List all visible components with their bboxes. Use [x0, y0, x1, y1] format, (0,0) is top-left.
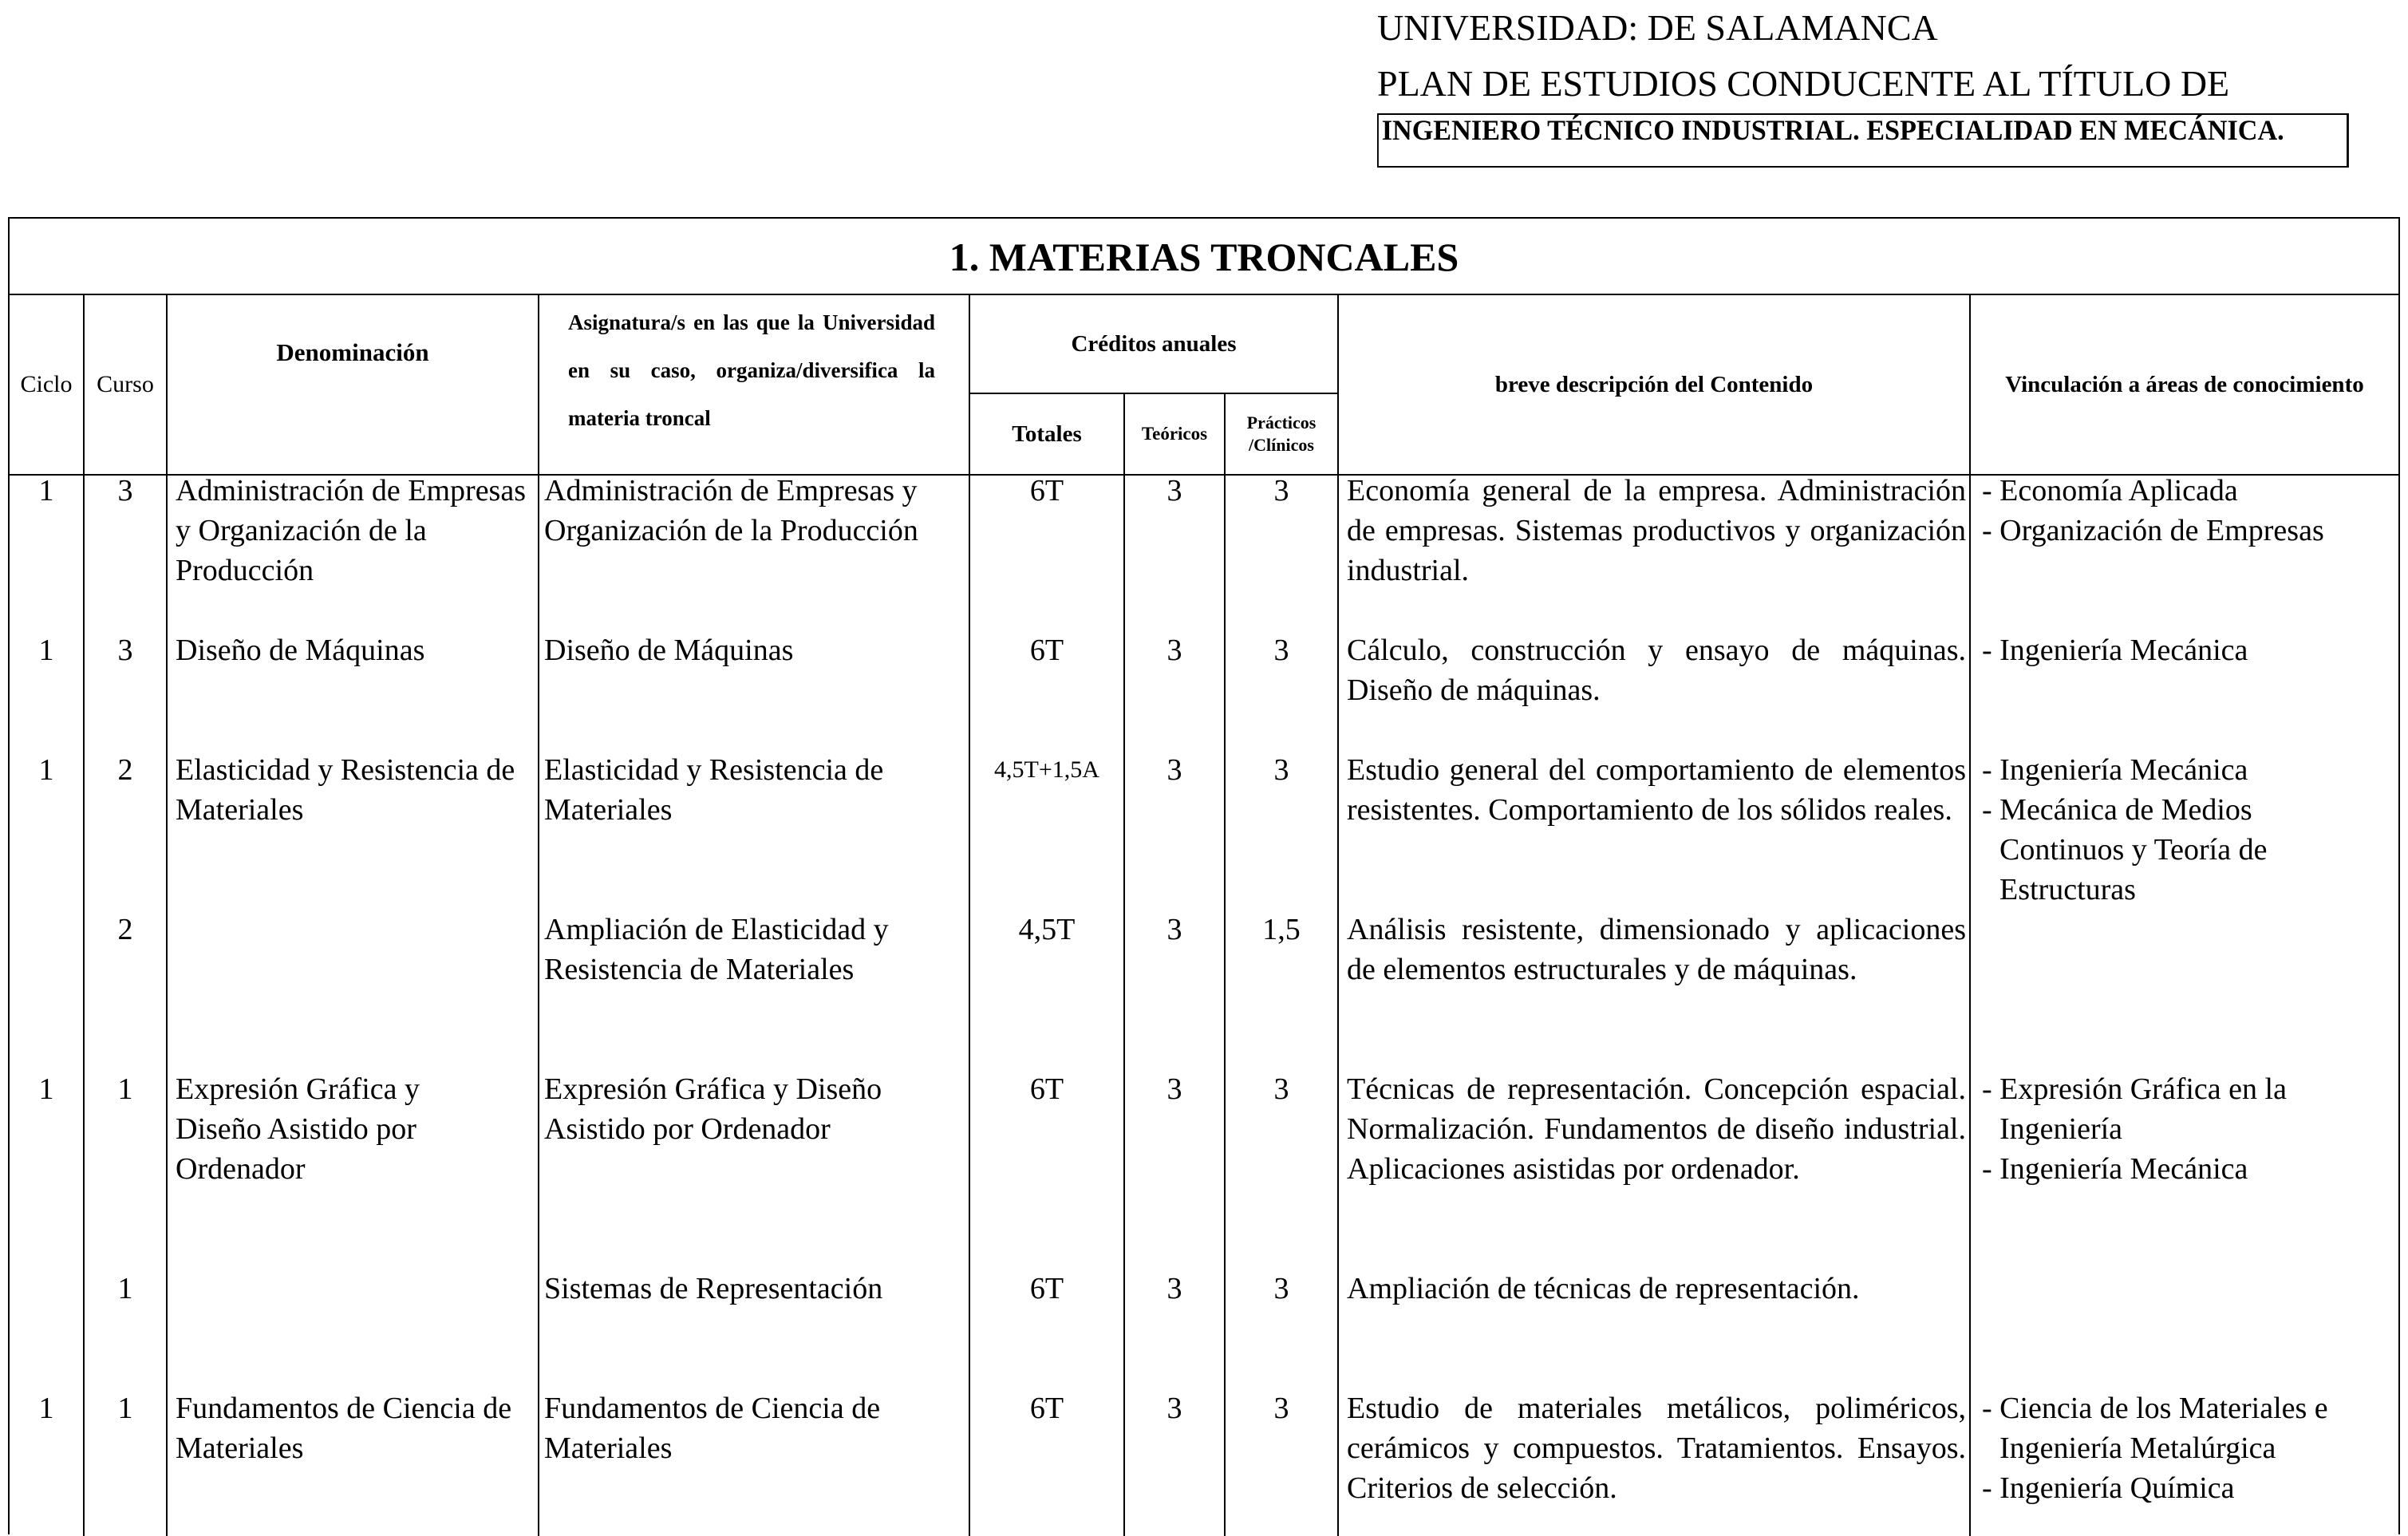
- cell-totales: 6T: [1029, 1072, 1064, 1106]
- section-title: 1. MATERIAS TRONCALES: [10, 219, 2398, 295]
- col-header-curso: Curso: [97, 371, 154, 397]
- cell-asignatura: Administración de Empresas y Organización de la Producción: [544, 474, 918, 547]
- cell-totales: 6T: [1029, 1392, 1064, 1425]
- cell-descripcion: Cálculo, construcción y ensayo de máquinas. Diseño de máquinas.: [1347, 634, 1966, 707]
- cell-teoricos: 3: [1166, 1392, 1182, 1425]
- col-header-denominacion: Denominación: [276, 338, 429, 366]
- area-item: - Ingeniería Mecánica: [1982, 634, 2248, 667]
- cell-asignatura: Diseño de Máquinas: [544, 634, 794, 667]
- cell-descripcion: Economía general de la empresa. Administración de empresas. Sistemas productivos y organización industrial.: [1347, 474, 1966, 587]
- cell-teoricos: 3: [1166, 474, 1182, 507]
- cell-denominacion: Expresión Gráfica y Diseño Asistido por Ordenador: [176, 1072, 420, 1186]
- area-item: - Organización de Empresas: [1982, 514, 2324, 547]
- cell-curso: 3: [117, 474, 133, 507]
- cell-areas: [1977, 1069, 2395, 1189]
- cell-areas: [1977, 1388, 2395, 1508]
- cell-teoricos: 3: [1166, 1072, 1182, 1106]
- col-header-creditos: Créditos anuales: [1071, 330, 1237, 357]
- cell-ciclo: 1: [38, 474, 54, 507]
- cell-totales: 4,5T: [1018, 913, 1076, 946]
- materias-troncales-table: [8, 217, 2400, 1534]
- cell-descripcion: Ampliación de técnicas de representación.: [1347, 1272, 1860, 1305]
- cell-practicos: 3: [1273, 474, 1289, 507]
- cell-denominacion: Elasticidad y Resistencia de Materiales: [176, 753, 515, 827]
- cell-asignatura: Expresión Gráfica y Diseño Asistido por Ordenador: [544, 1072, 882, 1146]
- area-item: - Expresión Gráfica en la Ingeniería: [1982, 1072, 2287, 1146]
- cell-practicos: 3: [1273, 634, 1289, 667]
- cell-denominacion: Diseño de Máquinas: [176, 634, 425, 667]
- col-header-practicos: Prácticos /Clínicos: [1246, 413, 1317, 455]
- cell-practicos: 3: [1273, 1272, 1289, 1305]
- area-item: - Economía Aplicada: [1982, 474, 2238, 507]
- cell-curso: 1: [117, 1072, 133, 1106]
- col-divider: [166, 295, 168, 1536]
- cell-asignatura: Ampliación de Elasticidad y Resistencia de Materiales: [544, 913, 889, 986]
- cell-totales: 6T: [1029, 1272, 1064, 1305]
- degree-title-box: INGENIERO TÉCNICO INDUSTRIAL. ESPECIALIDAD EN MECÁNICA.: [1377, 113, 2349, 168]
- university-line: UNIVERSIDAD: DE SALAMANCA: [1377, 7, 1938, 48]
- cell-teoricos: 3: [1166, 1272, 1182, 1305]
- document-header: [1377, 0, 2400, 168]
- cell-areas: [1977, 471, 2395, 551]
- cell-teoricos: 3: [1166, 634, 1182, 667]
- cell-curso: 1: [117, 1392, 133, 1425]
- cell-descripcion: Estudio de materiales metálicos, poliméricos, cerámicos y compuestos. Tratamientos. Ensayos. Criterios de selección.: [1347, 1392, 1966, 1505]
- cell-descripcion: Análisis resistente, dimensionado y aplicaciones de elementos estructurales y de máquinas.: [1347, 913, 1966, 986]
- col-header-vinculacion: Vinculación a áreas de conocimiento: [2005, 371, 2364, 397]
- cell-areas: [1977, 750, 2395, 910]
- cell-practicos: 3: [1273, 1392, 1289, 1425]
- cell-ciclo: 1: [38, 634, 54, 667]
- area-item: - Ingeniería Mecánica: [1982, 1152, 2248, 1186]
- cell-curso: 2: [117, 753, 133, 787]
- cell-teoricos: 3: [1166, 753, 1182, 787]
- col-divider: [1337, 295, 1339, 1536]
- col-header-asignatura: Asignatura/s en las que la Universidad en su caso, organiza/diversifica la materia troncal: [568, 310, 935, 430]
- col-divider: [538, 295, 539, 1536]
- col-divider: [1969, 295, 1971, 1536]
- cell-ciclo: 1: [38, 1392, 54, 1425]
- cell-practicos: 3: [1273, 753, 1289, 787]
- col-divider: [1224, 393, 1226, 1536]
- cell-totales: 4,5T+1,5A: [994, 756, 1099, 783]
- cell-curso: 1: [117, 1272, 133, 1305]
- cell-curso: 2: [117, 913, 133, 946]
- cell-asignatura: Sistemas de Representación: [544, 1272, 883, 1305]
- cell-practicos: 1,5: [1262, 913, 1301, 946]
- cell-totales: 6T: [1029, 634, 1064, 667]
- col-header-descripcion: breve descripción del Contenido: [1494, 371, 1814, 397]
- cell-denominacion: Administración de Empresas y Organización de la Producción: [176, 474, 527, 587]
- cell-descripcion: Estudio general del comportamiento de elementos resistentes. Comportamiento de los sólidos reales.: [1347, 753, 1966, 827]
- cell-practicos: 3: [1273, 1072, 1289, 1106]
- cell-curso: 3: [117, 634, 133, 667]
- area-item: - Ingeniería Mecánica: [1982, 753, 2248, 787]
- cell-areas: [1977, 630, 2395, 670]
- col-header-teoricos: Teóricos: [1141, 424, 1208, 444]
- area-item: - Ciencia de los Materiales e Ingeniería Metalúrgica: [1982, 1392, 2328, 1465]
- plan-line: PLAN DE ESTUDIOS CONDUCENTE AL TÍTULO DE: [1377, 63, 2230, 104]
- col-header-totales: Totales: [1012, 421, 1082, 447]
- cell-ciclo: 1: [38, 753, 54, 787]
- col-header-ciclo: Ciclo: [20, 371, 73, 397]
- cell-ciclo: 1: [38, 1072, 54, 1106]
- area-item: - Mecánica de Medios Continuos y Teoría de Estructuras: [1982, 793, 2268, 906]
- cell-totales: 6T: [1029, 474, 1064, 507]
- cell-teoricos: 3: [1166, 913, 1182, 946]
- cell-asignatura: Elasticidad y Resistencia de Materiales: [544, 753, 884, 827]
- cell-asignatura: Fundamentos de Ciencia de Materiales: [544, 1392, 881, 1465]
- area-item: - Ingeniería Química: [1982, 1471, 2235, 1505]
- col-divider: [1123, 393, 1125, 1536]
- cell-denominacion: Fundamentos de Ciencia de Materiales: [176, 1392, 512, 1465]
- cell-descripcion: Técnicas de representación. Concepción espacial. Normalización. Fundamentos de diseño industrial. Aplicaciones asistidas por ordenador.: [1347, 1072, 1966, 1186]
